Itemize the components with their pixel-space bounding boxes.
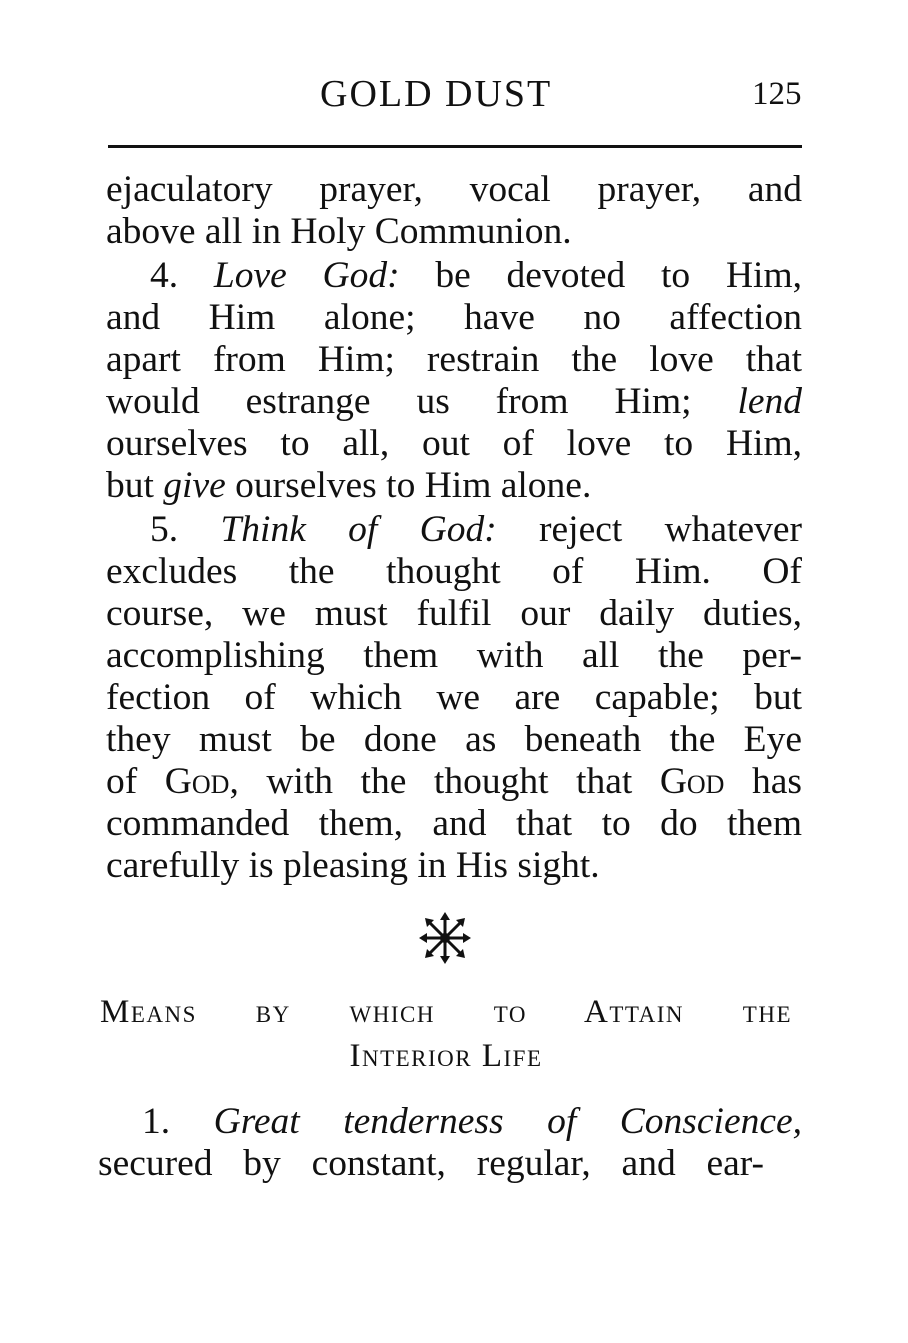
page-number: 125 (752, 76, 802, 112)
header-rule (108, 145, 802, 148)
item-title: Think of God: (220, 509, 497, 550)
emphasis: lend (737, 381, 803, 422)
text-span: of (106, 761, 138, 802)
small-caps-word: God (164, 761, 230, 802)
section-heading-line-1: Means by which to Attain the (100, 994, 792, 1030)
item-number: 4. (150, 255, 179, 296)
text-line: commanded them, and that to do them (106, 803, 802, 844)
text-span: but (106, 465, 154, 506)
item-title: Love God: (213, 255, 400, 296)
item-5-first-line (150, 508, 802, 552)
small-caps-word: God (659, 761, 725, 802)
text-line: carefully is pleasing in His sight. (106, 845, 600, 886)
item-1-first-line (142, 1100, 802, 1144)
item-4-first-line (150, 254, 802, 298)
text-line (106, 380, 802, 424)
text-span: be devoted to Him, (435, 255, 802, 296)
item-title: Great tenderness of Conscience, (213, 1101, 802, 1142)
text-line: fection of which we are capable; but (106, 677, 802, 718)
text-line: secured by constant, regular, and ear- (98, 1143, 764, 1184)
text-line: above all in Holy Communion. (106, 211, 572, 252)
text-line: ejaculatory prayer, vocal prayer, and (106, 169, 802, 210)
text-line: apart from Him; restrain the love that (106, 339, 802, 380)
item-number: 5. (150, 509, 179, 550)
running-title: GOLD DUST (320, 73, 553, 115)
emphasis: give (163, 465, 226, 506)
text-line (106, 760, 802, 804)
snowflake-ornament-icon (419, 912, 471, 964)
text-line: ourselves to all, out of love to Him, (106, 423, 802, 464)
text-line: excludes the thought of Him. Of (106, 551, 802, 592)
text-span: would estrange us from Him; (106, 381, 692, 422)
text-span: , with the thought that (229, 761, 633, 802)
text-span: reject whatever (539, 509, 802, 550)
text-span: has (752, 761, 803, 802)
item-number: 1. (142, 1101, 171, 1142)
section-heading-line-2: Interior Life (349, 1038, 543, 1074)
text-span: ourselves to Him alone. (235, 465, 592, 506)
text-line: course, we must fulfil our daily duties, (106, 593, 802, 634)
text-line: they must be done as beneath the Eye (106, 719, 802, 760)
text-line: and Him alone; have no affection (106, 297, 802, 338)
text-span (165, 761, 632, 802)
text-line (106, 464, 802, 508)
text-line: accomplishing them with all the per- (106, 635, 802, 676)
